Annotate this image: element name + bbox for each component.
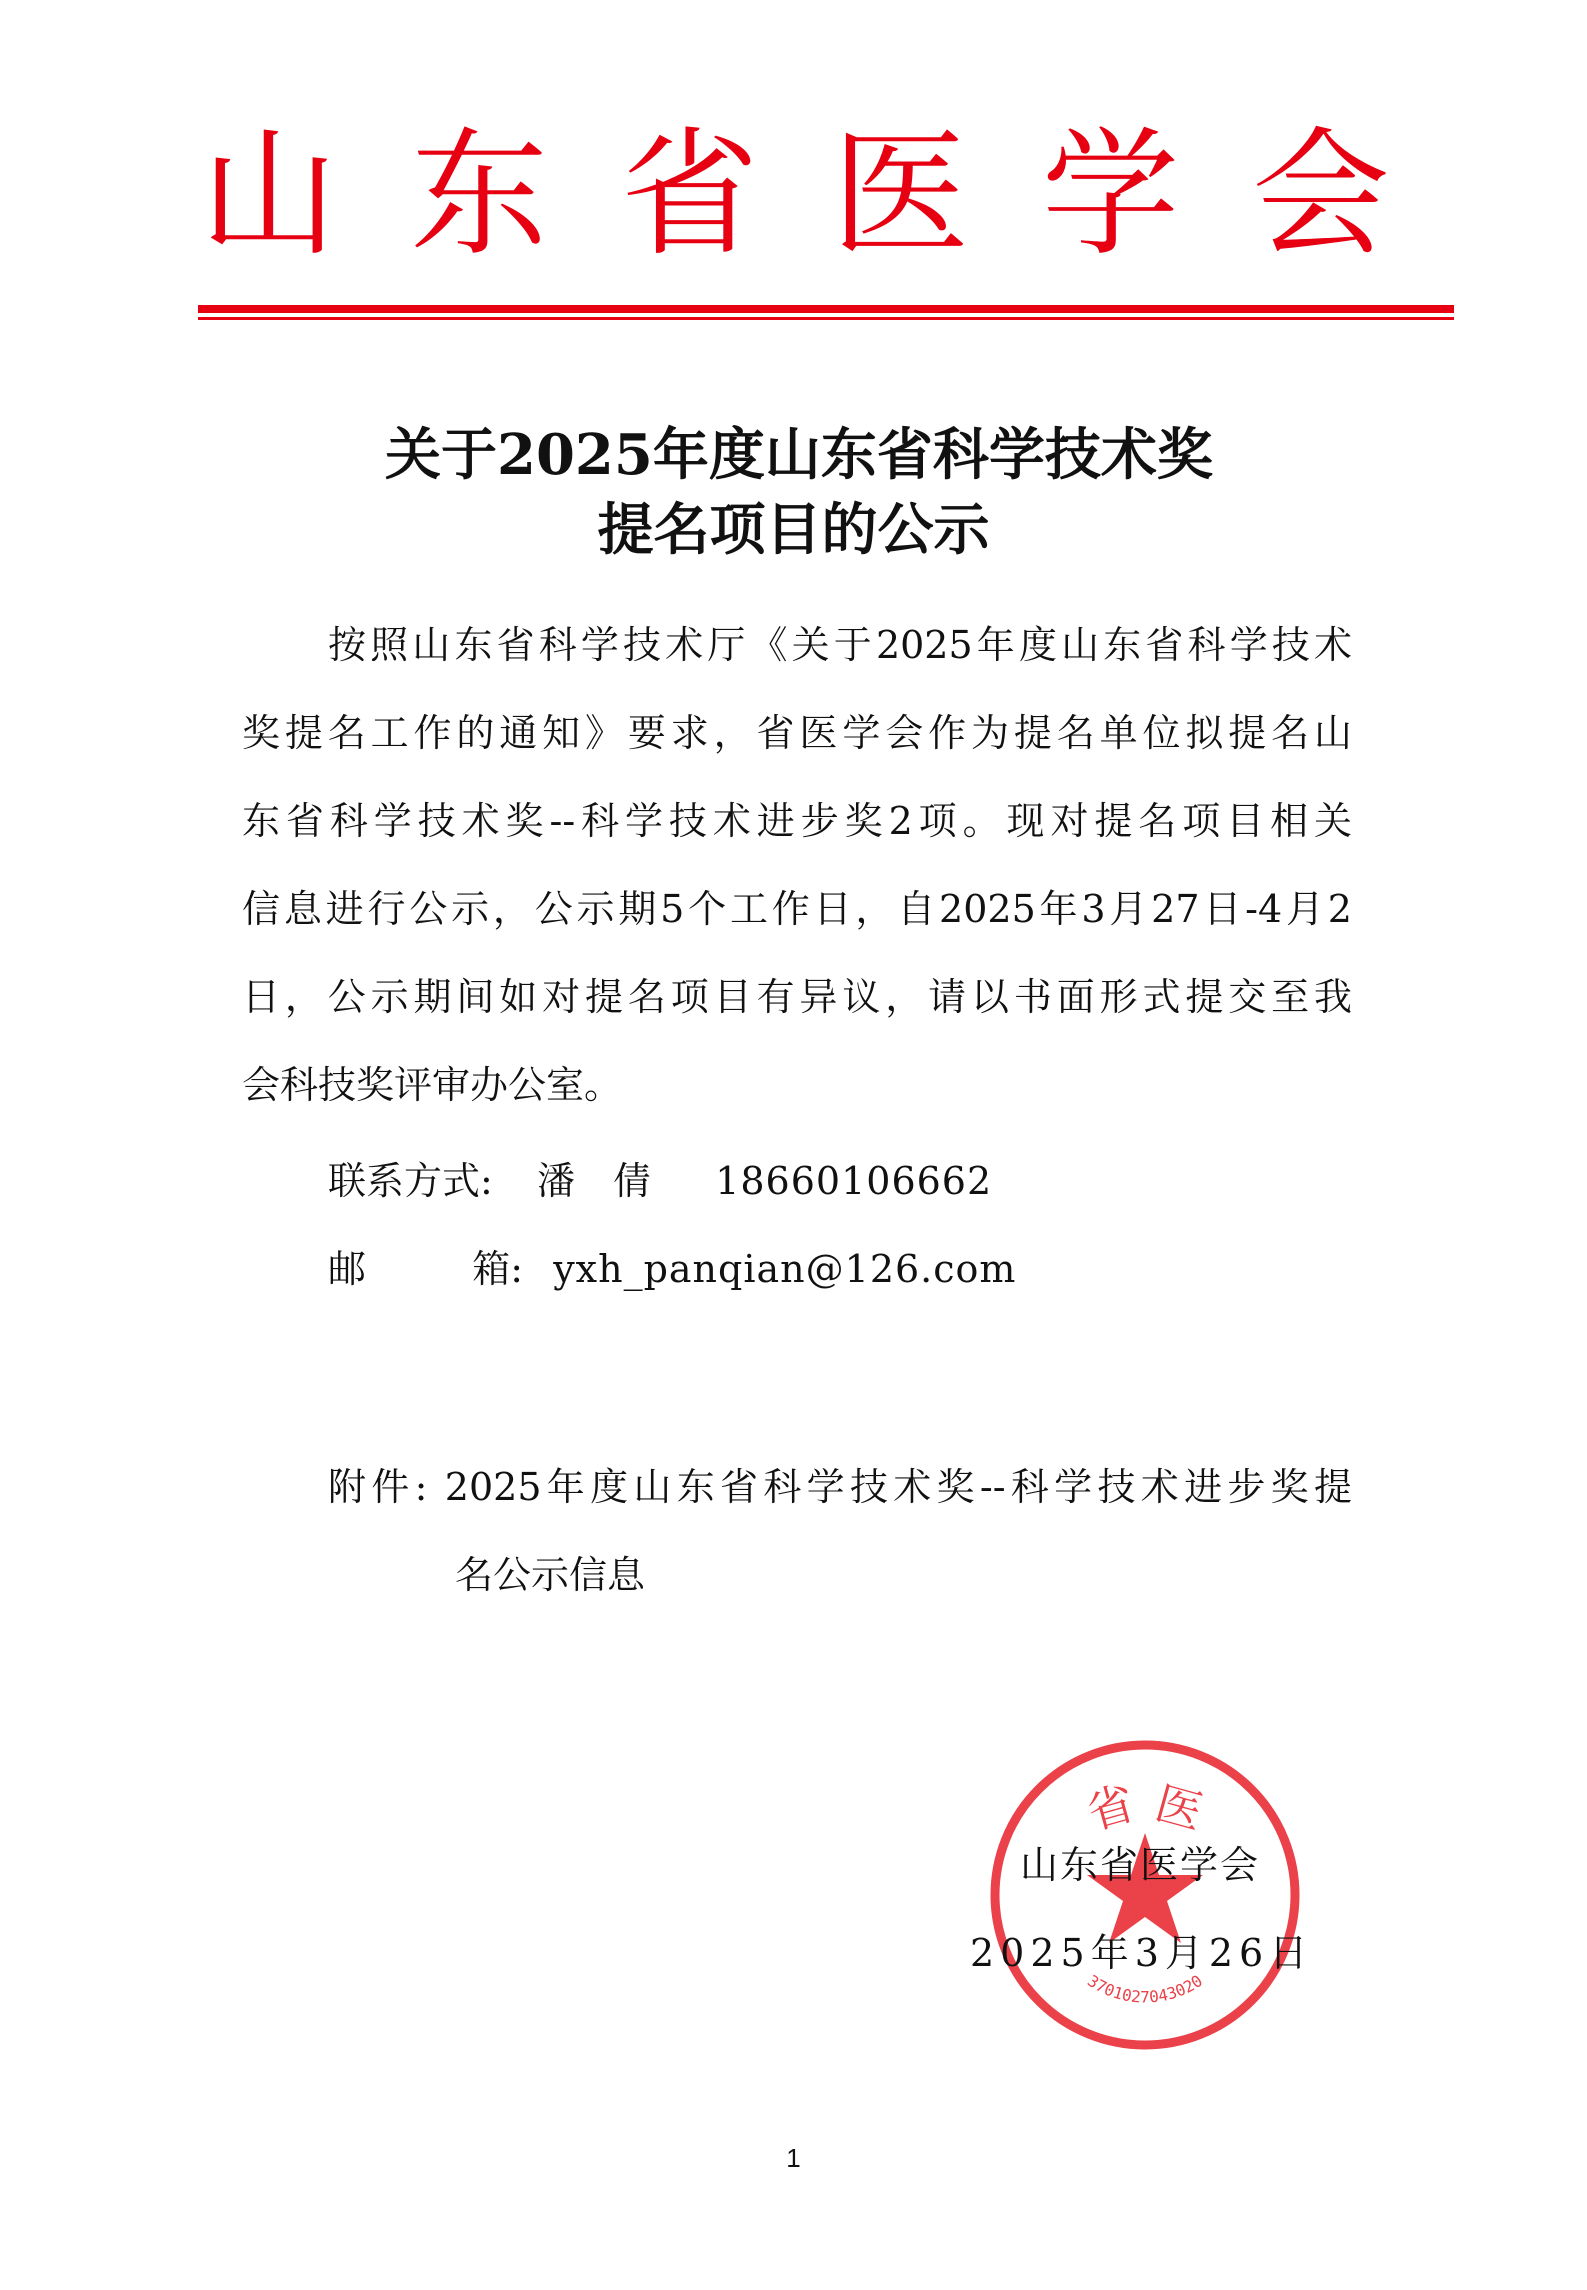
letterhead-char: 学: [1041, 114, 1180, 275]
seal-code-text: 3701027043020: [1084, 1971, 1206, 2007]
seal-top-text: 省 医: [1081, 1775, 1209, 1840]
signature-date: 2025年3月26日: [970, 1931, 1314, 1975]
letterhead-char: 会: [1251, 114, 1390, 275]
contact-phone-row: [328, 1151, 992, 1211]
letterhead-title: [200, 114, 1390, 275]
body-line: 信息进行公示，公示期5个工作日，自2025年3月27日-4月2: [242, 887, 1352, 931]
contact-email-row: [328, 1239, 1016, 1299]
page-number: 1: [786, 2143, 801, 2173]
letterhead-rule-thin: [198, 317, 1454, 320]
body-line: 奖提名工作的通知》要求，省医学会作为提名单位拟提名山: [242, 711, 1352, 755]
body-line: 会科技奖评审办公室。: [242, 1063, 623, 1107]
letterhead-char: 山: [200, 114, 339, 275]
signature-org: 山东省医学会: [1020, 1843, 1261, 1887]
letterhead-rule-thick: [198, 305, 1454, 313]
contact-phone: 18660106662: [715, 1159, 993, 1203]
attachment-line-1: 附件: 2025年度山东省科学技术奖--科学技术进步奖提: [328, 1465, 1352, 1509]
attachment-line-2: 名公示信息: [455, 1553, 646, 1597]
official-seal: [985, 1735, 1305, 2055]
email-label-char: 邮: [328, 1247, 367, 1291]
body-line: 日，公示期间如对提名项目有异议，请以书面形式提交至我: [242, 975, 1352, 1019]
contact-email: yxh_panqian@126.com: [553, 1247, 1017, 1291]
contact-name: 潘 倩: [537, 1159, 652, 1203]
document-title-line-2: 提名项目的公示: [597, 497, 990, 563]
document-title-line-1: 关于2025年度山东省科学技术奖: [385, 422, 1213, 488]
letterhead-char: 东: [410, 114, 549, 275]
contact-label: 联系方式:: [328, 1159, 493, 1203]
body-line: 东省科学技术奖--科学技术进步奖2项。现对提名项目相关: [242, 799, 1352, 843]
letterhead-char: 医: [831, 114, 970, 275]
body-line: 按照山东省科学技术厅《关于2025年度山东省科学技术: [328, 623, 1352, 667]
letterhead-char: 省: [620, 114, 759, 275]
email-label-char: 箱:: [472, 1247, 524, 1291]
